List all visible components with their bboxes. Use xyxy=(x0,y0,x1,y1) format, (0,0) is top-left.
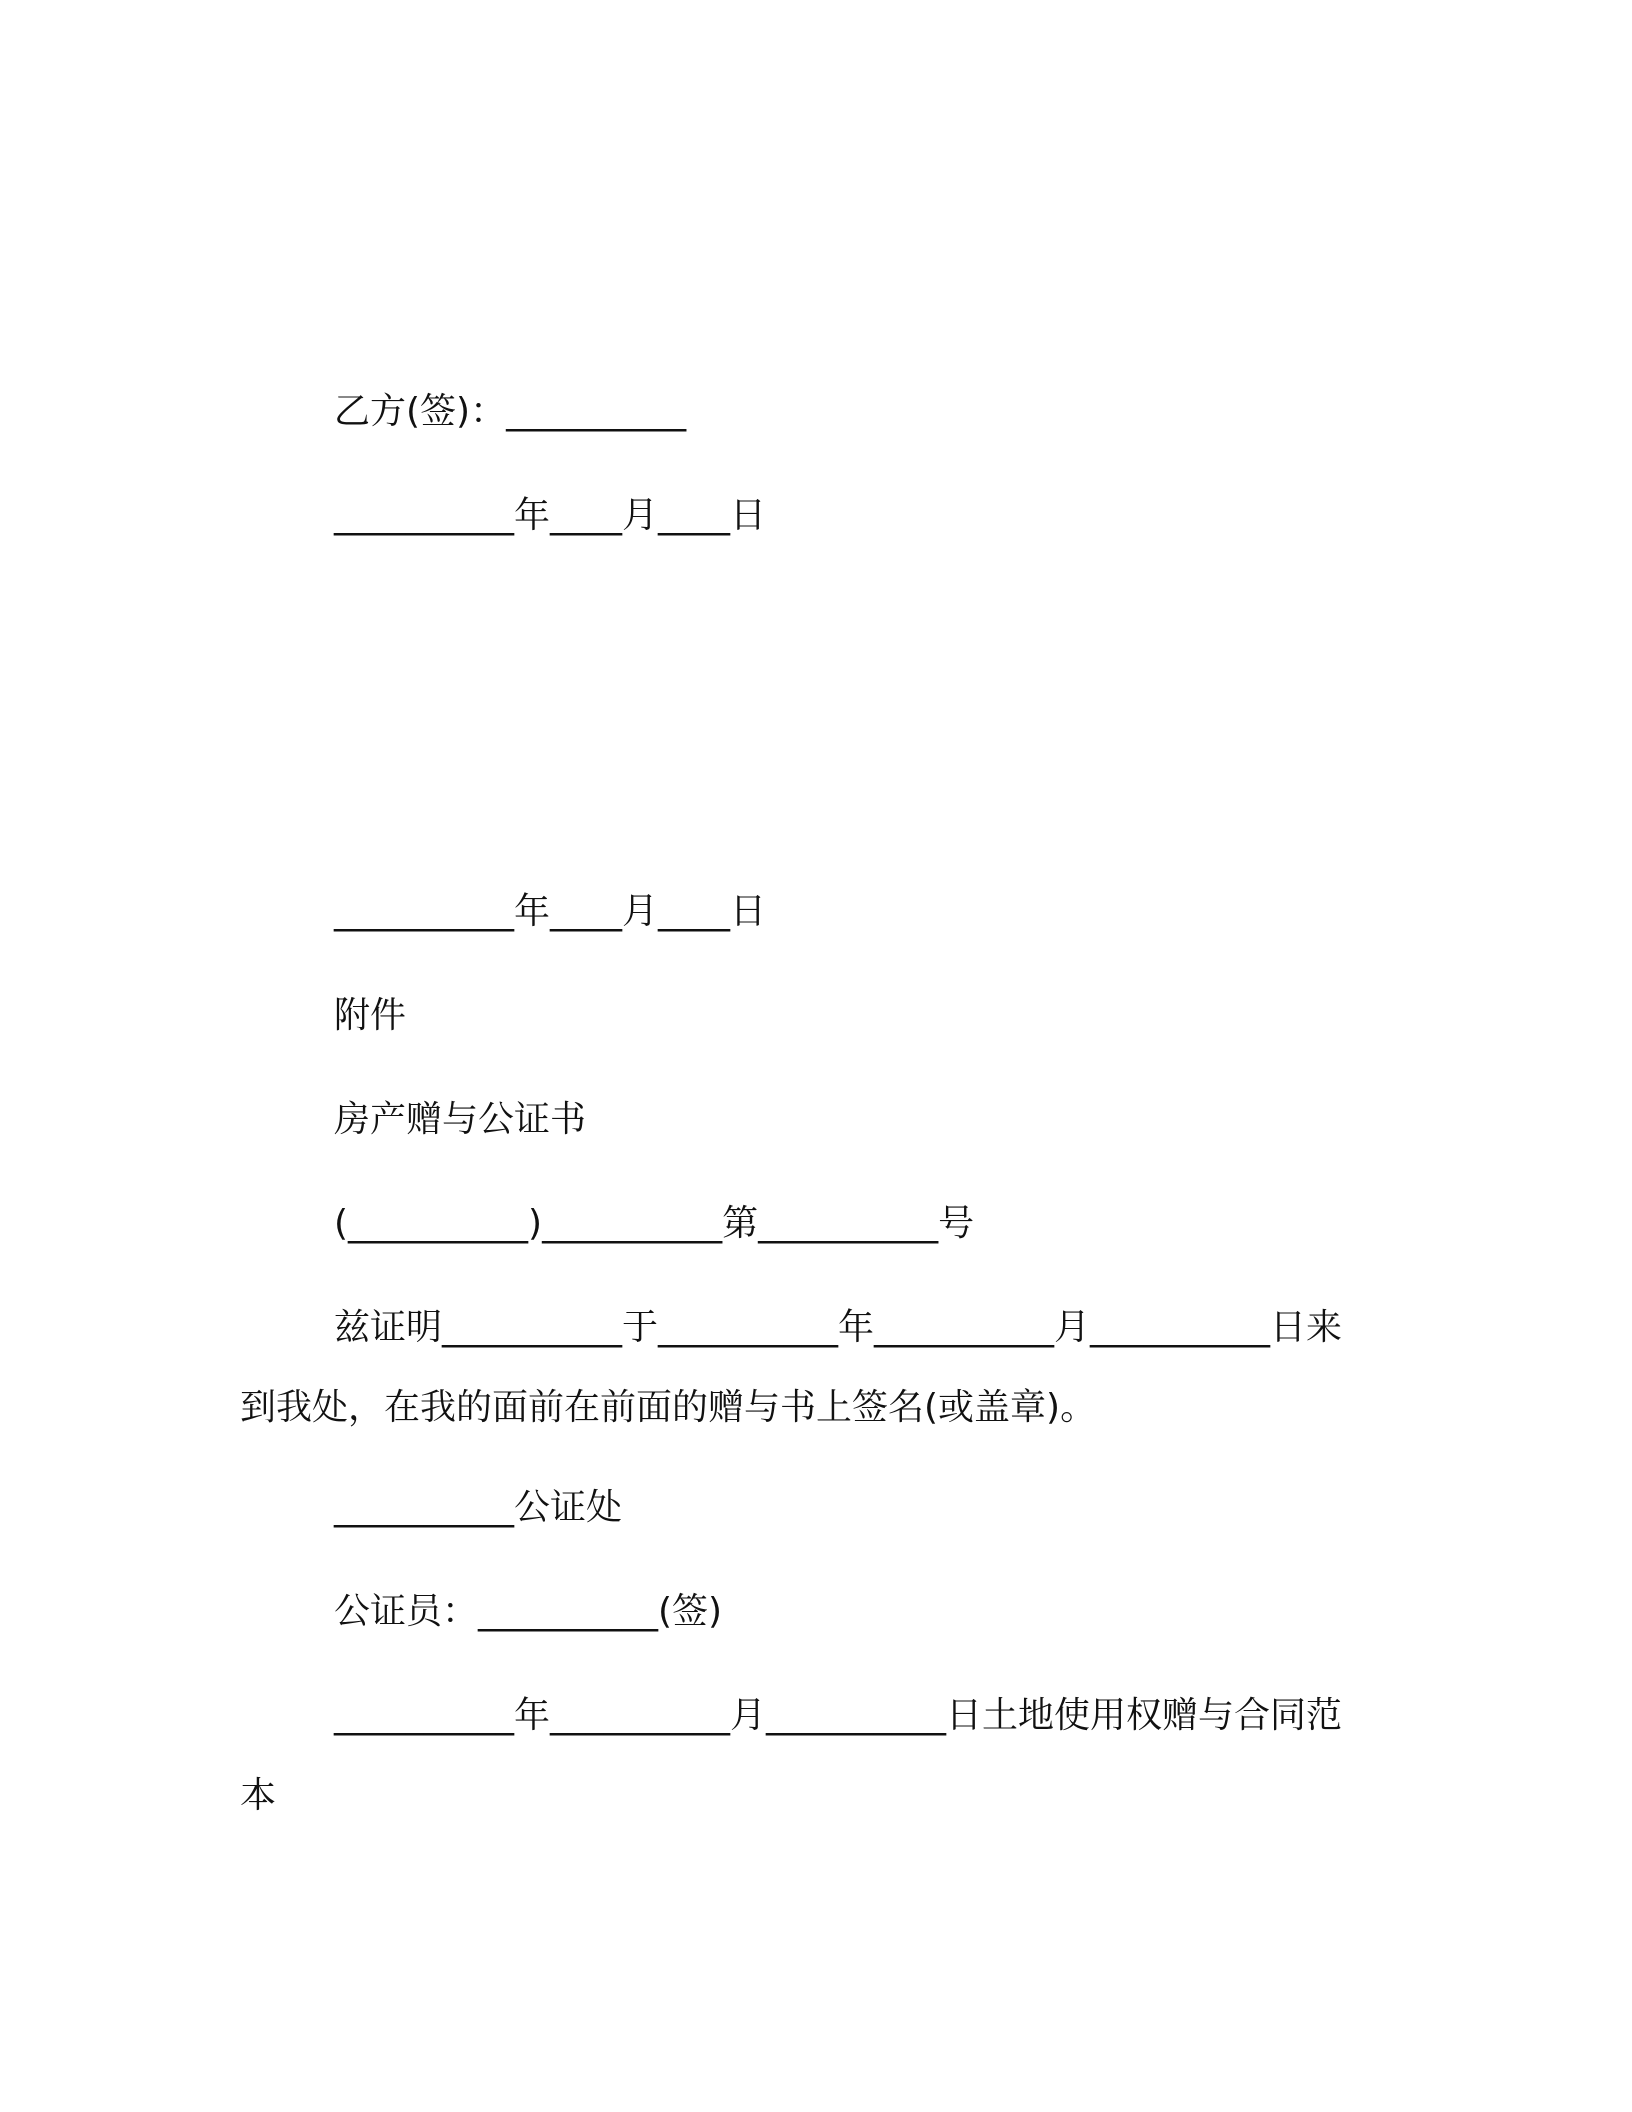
notarial-certificate-title: 房产赠与公证书 xyxy=(334,1099,587,1140)
certification-paragraph-line-2: 到我处，在我的面前在前面的赠与书上签名(或盖章)。 xyxy=(240,1387,1097,1428)
notary-signature-line: 公证员：__________(签) xyxy=(334,1591,723,1632)
attachment-heading: 附件 xyxy=(334,995,407,1036)
date-line-2: __________年____月____日 xyxy=(334,891,766,932)
party-b-signature-line: 乙方(签)：__________ xyxy=(334,391,687,432)
certificate-number-line: (__________)__________第__________号 xyxy=(334,1203,975,1244)
closing-date-line: __________年__________月__________日土地使用权赠与合同范 xyxy=(334,1695,1343,1736)
certification-paragraph-line-1: 兹证明__________于__________年__________月__________日来 xyxy=(334,1307,1343,1348)
date-line-1: __________年____月____日 xyxy=(334,495,766,536)
closing-date-line-continuation: 本 xyxy=(240,1775,277,1816)
notary-office-line: __________公证处 xyxy=(334,1487,623,1528)
